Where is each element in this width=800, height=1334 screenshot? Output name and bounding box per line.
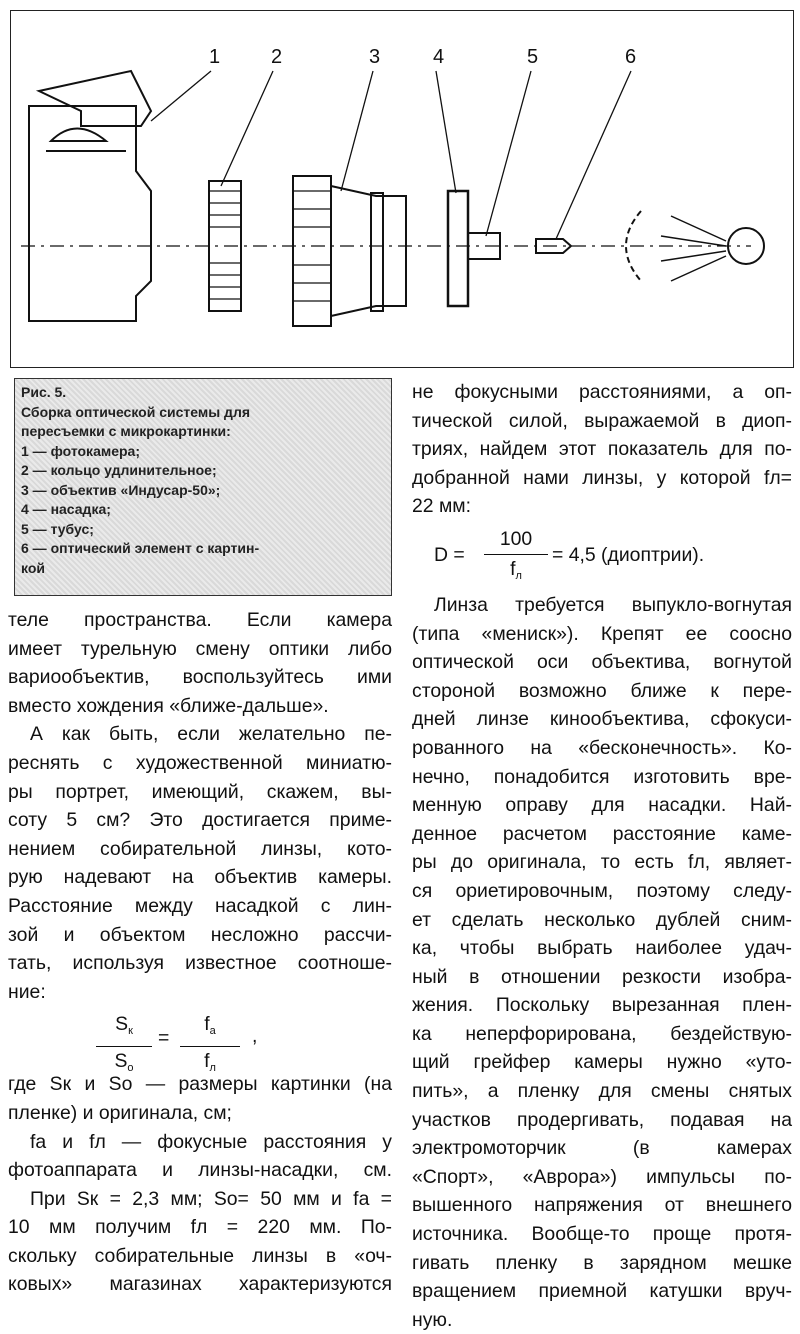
diopter-formula: D = 100 $f_л$ = 4,5 (диоптрии). — [412, 521, 792, 591]
text-line: дней линзе кинообъектива, сфокуси- — [412, 708, 792, 731]
text-line: ет сделать несколько дублей сним- — [412, 908, 792, 931]
text-line: fа и fл — фокусные расстояния у — [30, 1130, 392, 1153]
caption-heading: Сборка оптической системы для — [21, 403, 251, 420]
text-line: нением собирательной линзы, кото- — [8, 837, 392, 860]
text-line: нечно, понадобится изготовить вре- — [412, 765, 792, 788]
text-line: стороной возможно ближе к пере- — [412, 679, 792, 702]
left-column — [8, 606, 392, 1299]
text-line: 22 мм: — [412, 495, 472, 518]
text-line: где Sк и Sо — размеры картинки (на — [8, 1073, 392, 1096]
right-column — [412, 378, 792, 1334]
assembly-drawing — [11, 11, 795, 369]
text-line: ка неперфорирована, бездействую- — [412, 1022, 792, 1045]
text-line: ковых» магазинах характеризуются — [8, 1273, 392, 1296]
text-line: зой и объектом несложно рассчи- — [8, 923, 392, 946]
text-line: 10 мм получим fл = 220 мм. По- — [8, 1216, 392, 1239]
caption-heading: пересъемки с микрокартинки: — [21, 423, 231, 439]
text-line: участков продергивать, подавая на — [412, 1108, 792, 1131]
caption-item: 6 — оптический элемент с картин- — [21, 540, 260, 556]
text-line: добранной нами линзы, у которой fл= — [412, 466, 792, 489]
text-line: реснять с художественной миниатю- — [8, 751, 392, 774]
caption-item: 1 — фотокамера; — [21, 442, 140, 459]
text-line: гивать пленку в зарядном мешке — [412, 1251, 792, 1274]
text-line: «Спорт», «Аврора») импульсы по- — [412, 1165, 792, 1188]
caption-item: 2 — кольцо удлинительное; — [21, 462, 217, 478]
text-line: скольку собирательные линзы в «оч- — [8, 1244, 392, 1267]
text-line: ную. — [412, 1308, 453, 1331]
text-line: теле пространства. Если камера — [8, 609, 392, 631]
text-line: источника. Вообще-то проще протя- — [412, 1223, 792, 1246]
text-line: вариообъектив, воспользуйтесь ими — [8, 666, 392, 689]
text-line: ние: — [8, 980, 46, 1003]
text-line: щий грейфер камеры нужно «уто- — [412, 1051, 792, 1074]
text-line: вращением приемной катушки вруч- — [412, 1280, 792, 1303]
text-line: менную оправу для насадки. Най- — [412, 794, 792, 817]
label-1: 1 — [209, 46, 221, 68]
caption-item: 3 — объектив «Индусар-50»; — [21, 481, 221, 498]
text-line: ры портрет, имеющий, скажем, вы- — [8, 780, 392, 803]
text-line: триях, найдем этот показатель для по- — [412, 438, 792, 461]
text-line: денное расчетом расстояние каме- — [412, 822, 792, 845]
text-line: электромоторчик (в камерах — [412, 1137, 792, 1160]
label-3: 3 — [369, 46, 381, 68]
text-line: тать, используя известное соотноше- — [8, 952, 392, 975]
label-4: 4 — [433, 46, 445, 68]
caption-item: кой — [21, 559, 45, 576]
text-line: Расстояние между насадкой с лин- — [8, 894, 392, 917]
caption-title: Рис. 5. — [21, 384, 67, 400]
text-line: пленке) и оригинала, см; — [8, 1101, 232, 1124]
label-2: 2 — [271, 46, 283, 68]
text-line: ный в отношении резкости изобра- — [412, 965, 792, 988]
caption-item: 4 — насадка; — [21, 501, 111, 517]
label-6: 6 — [625, 46, 637, 68]
text-line: жения. Поскольку вырезанная плен- — [412, 994, 792, 1017]
optical-assembly-figure — [10, 10, 794, 368]
text-line: пить», а пленку для смены снятых — [412, 1080, 792, 1103]
text-line: тической силой, выражаемой в диоп- — [412, 409, 792, 432]
text-line: вышенного напряжения от внешнего — [412, 1194, 792, 1217]
text-line: оптической оси объектива, вогнутой — [412, 651, 792, 674]
text-line: имеет турельную смену оптики либо — [8, 637, 392, 660]
text-line: А как быть, если желательно пе- — [30, 723, 392, 746]
caption-item: 5 — тубус; — [21, 520, 94, 537]
text-line: ка, чтобы выбрать наиболее удач- — [412, 937, 792, 960]
ratio-formula: $S_к$ $S_о$ = $f_а$ $f_л$ , — [8, 1006, 392, 1070]
text-line: (типа «мениск»). Крепят ее соосно — [412, 622, 792, 645]
figure-caption — [14, 378, 392, 596]
text-line: вместо хождения «ближе-дальше». — [8, 694, 329, 717]
text-line: фотоаппарата и линзы-насадки, см. — [8, 1159, 392, 1182]
text-line: При Sк = 2,3 мм; Sо= 50 мм и fа = — [30, 1187, 392, 1210]
text-line: рованного на «бесконечность». Ко- — [412, 736, 792, 759]
text-line: соту 5 см? Это достигается приме- — [8, 809, 392, 832]
text-line: ры до оригинала, то есть fл, являет- — [412, 851, 792, 874]
text-line: Линза требуется выпукло-вогнутая — [434, 593, 792, 616]
text-line: не фокусными расстояниями, а оп- — [412, 381, 792, 403]
label-5: 5 — [527, 46, 539, 68]
text-line: ся ориетировочным, поэтому следу- — [412, 879, 792, 902]
text-line: рую надевают на объектив камеры. — [8, 866, 392, 889]
